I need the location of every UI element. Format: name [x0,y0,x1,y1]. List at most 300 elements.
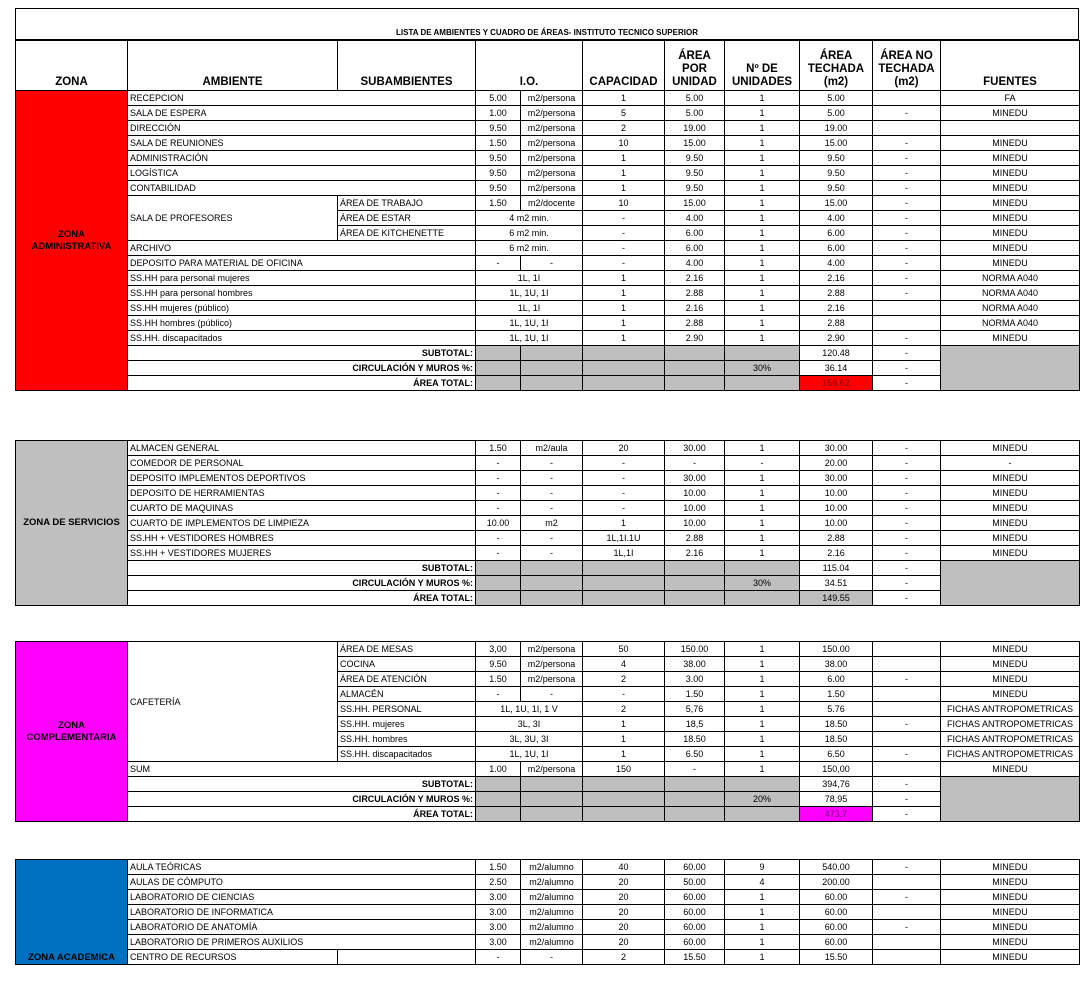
area-por-unidad-cell[interactable]: - [665,762,725,777]
io-unit-cell[interactable]: m2/alumno [521,860,583,875]
io-cell[interactable]: 1L, 1U, 1I [476,331,583,346]
capacidad-cell[interactable]: - [583,486,665,501]
ambiente-cell[interactable]: AULA TEÓRICAS [128,860,476,875]
area-techada-cell[interactable]: 200.00 [800,875,873,890]
io-unit-cell[interactable]: m2 [521,516,583,531]
subambiente-cell[interactable]: ÁREA DE MESAS [338,642,476,657]
capacidad-cell[interactable]: 150 [583,762,665,777]
io-value-cell[interactable]: 1.50 [476,136,521,151]
n-unidades-cell[interactable]: 1 [725,687,800,702]
area-techada-cell[interactable]: 15.00 [800,196,873,211]
n-unidades-cell[interactable]: 1 [725,747,800,762]
area-techada-cell[interactable]: 2.88 [800,286,873,301]
capacidad-cell[interactable]: 1 [583,331,665,346]
io-unit-cell[interactable]: m2/persona [521,151,583,166]
circulacion-pct-cell[interactable]: 30% [725,576,800,591]
area-no-techada-cell[interactable] [873,121,941,136]
n-unidades-cell[interactable]: 1 [725,672,800,687]
n-unidades-cell[interactable]: 1 [725,136,800,151]
area-no-techada-cell[interactable]: - [873,920,941,935]
area-por-unidad-cell[interactable]: 9.50 [665,151,725,166]
io-value-cell[interactable]: 1.50 [476,441,521,456]
area-no-techada-cell[interactable] [873,702,941,717]
io-cell[interactable]: 1L, 1I [476,271,583,286]
subambiente-cell[interactable]: SS.HH. PERSONAL [338,702,476,717]
n-unidades-cell[interactable]: 1 [725,732,800,747]
capacidad-cell[interactable]: 1 [583,151,665,166]
area-no-techada-cell[interactable]: - [873,136,941,151]
n-unidades-cell[interactable]: 1 [725,717,800,732]
area-techada-cell[interactable]: 20.00 [800,456,873,471]
io-unit-cell[interactable]: - [521,687,583,702]
n-unidades-cell[interactable]: 1 [725,331,800,346]
io-value-cell[interactable]: 9.50 [476,181,521,196]
area-techada-cell[interactable]: 6.00 [800,226,873,241]
fuentes-cell[interactable]: MINEDU [941,241,1080,256]
capacidad-cell[interactable]: - [583,501,665,516]
gray-cell[interactable] [665,591,725,606]
capacidad-cell[interactable]: 1 [583,516,665,531]
area-no-techada-cell[interactable]: - [873,591,941,606]
io-unit-cell[interactable]: m2/persona [521,91,583,106]
capacidad-cell[interactable]: 1 [583,717,665,732]
gray-cell[interactable] [521,807,583,822]
ambiente-cell[interactable]: SS.HH + VESTIDORES HOMBRES [128,531,476,546]
io-unit-cell[interactable]: - [521,456,583,471]
io-value-cell[interactable]: 9.50 [476,121,521,136]
area-por-unidad-cell[interactable]: 10.00 [665,501,725,516]
subambiente-cell[interactable]: SS.HH. hombres [338,732,476,747]
n-unidades-cell[interactable]: 1 [725,935,800,950]
fuentes-cell[interactable]: MINEDU [941,151,1080,166]
n-unidades-cell[interactable]: 1 [725,441,800,456]
gray-cell[interactable] [665,807,725,822]
area-techada-cell[interactable]: 15.50 [800,950,873,965]
ambiente-cell[interactable]: SUM [128,762,476,777]
n-unidades-cell[interactable]: 1 [725,905,800,920]
area-no-techada-cell[interactable]: - [873,471,941,486]
ambiente-cell[interactable]: DIRECCIÓN [128,121,476,136]
subambiente-cell[interactable]: ÁREA DE ESTAR [338,211,476,226]
area-techada-cell[interactable]: 2.16 [800,301,873,316]
io-value-cell[interactable]: 5.00 [476,91,521,106]
fuentes-cell[interactable] [941,121,1080,136]
area-por-unidad-cell[interactable]: 6.00 [665,226,725,241]
header-zona[interactable]: ZONA [16,41,128,91]
ambiente-cell[interactable]: CENTRO DE RECURSOS [128,950,338,965]
n-unidades-cell[interactable]: 1 [725,196,800,211]
io-value-cell[interactable]: 9.50 [476,151,521,166]
io-value-cell[interactable]: 1.50 [476,860,521,875]
fuentes-cell[interactable]: - [941,456,1080,471]
subambiente-cell[interactable]: SS.HH. discapacitados [338,747,476,762]
area-por-unidad-cell[interactable]: 19.00 [665,121,725,136]
io-value-cell[interactable]: - [476,531,521,546]
fuentes-cell[interactable]: MINEDU [941,196,1080,211]
header-area-no-techada[interactable]: ÁREA NO TECHADA (m2) [873,41,941,91]
subambiente-cell[interactable]: ALMACÉN [338,687,476,702]
area-por-unidad-cell[interactable]: 18.50 [665,732,725,747]
io-value-cell[interactable]: 3.00 [476,935,521,950]
n-unidades-cell[interactable]: 1 [725,950,800,965]
area-techada-cell[interactable]: 150.00 [800,642,873,657]
fuentes-cell[interactable]: MINEDU [941,471,1080,486]
capacidad-cell[interactable]: - [583,241,665,256]
io-unit-cell[interactable]: m2/alumno [521,875,583,890]
circulacion-pct-cell[interactable]: 20% [725,792,800,807]
area-techada-cell[interactable]: 60.00 [800,890,873,905]
area-no-techada-cell[interactable] [873,950,941,965]
gray-cell[interactable] [521,591,583,606]
area-no-techada-cell[interactable]: - [873,672,941,687]
area-techada-cell[interactable]: 2.16 [800,271,873,286]
area-no-techada-cell[interactable]: - [873,286,941,301]
area-no-techada-cell[interactable] [873,316,941,331]
fuentes-cell[interactable]: MINEDU [941,920,1080,935]
fuentes-cell[interactable]: MINEDU [941,501,1080,516]
area-por-unidad-cell[interactable]: 30.00 [665,441,725,456]
gray-cell[interactable] [665,561,725,576]
capacidad-cell[interactable]: 10 [583,196,665,211]
gray-cell[interactable] [583,807,665,822]
subtotal-value[interactable]: 394,76 [800,777,873,792]
area-por-unidad-cell[interactable]: 5,76 [665,702,725,717]
area-techada-cell[interactable]: 9.50 [800,151,873,166]
fuentes-cell[interactable]: MINEDU [941,672,1080,687]
fuentes-cell[interactable]: NORMA A040 [941,301,1080,316]
n-unidades-cell[interactable]: 1 [725,501,800,516]
area-por-unidad-cell[interactable]: 3.00 [665,672,725,687]
area-por-unidad-cell[interactable]: 1.50 [665,687,725,702]
header-subambientes[interactable]: SUBAMBIENTES [338,41,476,91]
area-techada-cell[interactable]: 1.50 [800,687,873,702]
fuentes-cell[interactable]: MINEDU [941,331,1080,346]
area-por-unidad-cell[interactable]: 2.90 [665,331,725,346]
area-no-techada-cell[interactable]: - [873,271,941,286]
area-techada-cell[interactable]: 2.16 [800,546,873,561]
gray-cell[interactable] [665,346,725,361]
io-unit-cell[interactable]: m2/persona [521,642,583,657]
io-value-cell[interactable]: 9.50 [476,657,521,672]
header-capacidad[interactable]: CAPACIDAD [583,41,665,91]
area-por-unidad-cell[interactable]: 4.00 [665,211,725,226]
gray-cell[interactable] [476,561,521,576]
area-por-unidad-cell[interactable]: 2.88 [665,286,725,301]
io-unit-cell[interactable]: m2/persona [521,657,583,672]
fuentes-cell[interactable]: FICHAS ANTROPOMETRICAS [941,747,1080,762]
area-techada-cell[interactable]: 2.90 [800,331,873,346]
capacidad-cell[interactable]: 1 [583,316,665,331]
zone-academic-label[interactable]: ZONA ACADEMICA [16,860,128,965]
sheet-title-cell[interactable] [15,8,1079,40]
n-unidades-cell[interactable]: 1 [725,316,800,331]
subtotal-value[interactable]: 115.04 [800,561,873,576]
fuentes-cell[interactable]: MINEDU [941,441,1080,456]
gray-cell[interactable] [476,792,521,807]
capacidad-cell[interactable]: 2 [583,950,665,965]
subtotal-label[interactable]: SUBTOTAL: [128,777,476,792]
area-por-unidad-cell[interactable]: 60.00 [665,890,725,905]
gray-cell[interactable] [665,361,725,376]
gray-cell[interactable] [583,576,665,591]
n-unidades-cell[interactable]: 1 [725,531,800,546]
io-unit-cell[interactable]: m2/persona [521,672,583,687]
n-unidades-cell[interactable]: 1 [725,271,800,286]
ambiente-cell[interactable]: SS.HH para personal mujeres [128,271,476,286]
capacidad-cell[interactable]: 2 [583,702,665,717]
area-por-unidad-cell[interactable]: 38.00 [665,657,725,672]
subtotal-value[interactable]: 120.48 [800,346,873,361]
area-por-unidad-cell[interactable]: 60.00 [665,860,725,875]
area-techada-cell[interactable]: 38.00 [800,657,873,672]
gray-cell[interactable] [476,346,521,361]
io-value-cell[interactable]: 2.50 [476,875,521,890]
gray-cell[interactable] [941,561,1080,606]
ambiente-cell[interactable]: LABORATORIO DE INFORMATICA [128,905,476,920]
area-por-unidad-cell[interactable]: - [665,456,725,471]
area-no-techada-cell[interactable]: - [873,717,941,732]
area-por-unidad-cell[interactable]: 60.00 [665,905,725,920]
subambiente-cell[interactable] [338,950,476,965]
header-area-por-unidad[interactable]: ÁREA POR UNIDAD [665,41,725,91]
area-no-techada-cell[interactable]: - [873,807,941,822]
n-unidades-cell[interactable]: 1 [725,181,800,196]
ambiente-cell[interactable]: CAFETERÍA [128,642,338,762]
io-value-cell[interactable]: - [476,486,521,501]
gray-cell[interactable] [583,346,665,361]
ambiente-cell[interactable]: COMEDOR DE PERSONAL [128,456,476,471]
area-no-techada-cell[interactable]: - [873,196,941,211]
capacidad-cell[interactable]: 20 [583,905,665,920]
capacidad-cell[interactable]: 20 [583,935,665,950]
io-value-cell[interactable]: 9.50 [476,166,521,181]
gray-cell[interactable] [521,576,583,591]
n-unidades-cell[interactable]: 4 [725,875,800,890]
header-n-unidades[interactable]: Nº DE UNIDADES [725,41,800,91]
area-techada-cell[interactable]: 60.00 [800,920,873,935]
header-ambiente[interactable]: AMBIENTE [128,41,338,91]
area-techada-cell[interactable]: 15.00 [800,136,873,151]
area-por-unidad-cell[interactable]: 60.00 [665,920,725,935]
area-no-techada-cell[interactable] [873,642,941,657]
io-unit-cell[interactable]: m2/aula [521,441,583,456]
ambiente-cell[interactable]: LABORATORIO DE PRIMEROS AUXILIOS [128,935,476,950]
n-unidades-cell[interactable]: 1 [725,642,800,657]
gray-cell[interactable] [941,346,1080,391]
area-techada-cell[interactable]: 5.76 [800,702,873,717]
gray-cell[interactable] [476,807,521,822]
area-techada-cell[interactable]: 60.00 [800,905,873,920]
capacidad-cell[interactable]: - [583,456,665,471]
ambiente-cell[interactable]: AULAS DE CÓMPUTO [128,875,476,890]
area-no-techada-cell[interactable] [873,762,941,777]
n-unidades-cell[interactable]: 1 [725,151,800,166]
capacidad-cell[interactable]: 20 [583,875,665,890]
area-no-techada-cell[interactable] [873,935,941,950]
circ-value[interactable]: 78,95 [800,792,873,807]
area-por-unidad-cell[interactable]: 10.00 [665,486,725,501]
area-techada-cell[interactable]: 6.50 [800,747,873,762]
capacidad-cell[interactable]: 1 [583,286,665,301]
io-cell[interactable]: 6 m2 min. [476,226,583,241]
capacidad-cell[interactable]: 1 [583,301,665,316]
io-value-cell[interactable]: - [476,546,521,561]
total-value[interactable]: 473,7 [800,807,873,822]
gray-cell[interactable] [941,777,1080,822]
capacidad-cell[interactable]: - [583,226,665,241]
n-unidades-cell[interactable]: 1 [725,226,800,241]
io-value-cell[interactable]: - [476,471,521,486]
n-unidades-cell[interactable]: 1 [725,166,800,181]
io-unit-cell[interactable]: m2/persona [521,106,583,121]
ambiente-cell[interactable]: SS.HH + VESTIDORES MUJERES [128,546,476,561]
fuentes-cell[interactable]: MINEDU [941,516,1080,531]
area-no-techada-cell[interactable] [873,732,941,747]
ambiente-cell[interactable]: LOGÍSTICA [128,166,476,181]
area-no-techada-cell[interactable]: - [873,561,941,576]
io-unit-cell[interactable]: - [521,256,583,271]
area-no-techada-cell[interactable]: - [873,166,941,181]
area-no-techada-cell[interactable] [873,301,941,316]
subambiente-cell[interactable]: ÁREA DE KITCHENETTE [338,226,476,241]
area-por-unidad-cell[interactable]: 2.16 [665,301,725,316]
fuentes-cell[interactable]: MINEDU [941,546,1080,561]
gray-cell[interactable] [521,346,583,361]
fuentes-cell[interactable]: MINEDU [941,166,1080,181]
io-unit-cell[interactable]: m2/persona [521,136,583,151]
area-techada-cell[interactable]: 30.00 [800,471,873,486]
area-no-techada-cell[interactable]: - [873,516,941,531]
capacidad-cell[interactable]: 1L,1I.1U [583,531,665,546]
area-no-techada-cell[interactable]: - [873,241,941,256]
gray-cell[interactable] [583,361,665,376]
area-no-techada-cell[interactable]: - [873,747,941,762]
ambiente-cell[interactable]: LABORATORIO DE CIENCIAS [128,890,476,905]
area-techada-cell[interactable]: 10.00 [800,486,873,501]
circulacion-label[interactable]: CIRCULACIÓN Y MUROS %: [128,576,476,591]
area-techada-cell[interactable]: 540.00 [800,860,873,875]
area-por-unidad-cell[interactable]: 60.00 [665,935,725,950]
io-cell[interactable]: 6 m2 min. [476,241,583,256]
capacidad-cell[interactable]: 1 [583,271,665,286]
n-unidades-cell[interactable]: 1 [725,121,800,136]
capacidad-cell[interactable]: 20 [583,920,665,935]
area-techada-cell[interactable]: 18.50 [800,732,873,747]
io-value-cell[interactable]: 10.00 [476,516,521,531]
ambiente-cell[interactable]: ADMINISTRACIÓN [128,151,476,166]
io-unit-cell[interactable]: m2/persona [521,121,583,136]
area-por-unidad-cell[interactable]: 50.00 [665,875,725,890]
n-unidades-cell[interactable]: 1 [725,920,800,935]
fuentes-cell[interactable]: MINEDU [941,687,1080,702]
area-no-techada-cell[interactable]: - [873,486,941,501]
area-no-techada-cell[interactable] [873,657,941,672]
ambiente-cell[interactable]: RECEPCION [128,91,476,106]
gray-cell[interactable] [583,777,665,792]
area-no-techada-cell[interactable]: - [873,346,941,361]
fuentes-cell[interactable]: MINEDU [941,181,1080,196]
area-no-techada-cell[interactable]: - [873,792,941,807]
gray-cell[interactable] [476,591,521,606]
area-por-unidad-cell[interactable]: 18,5 [665,717,725,732]
capacidad-cell[interactable]: 1 [583,732,665,747]
gray-cell[interactable] [725,561,800,576]
io-unit-cell[interactable]: - [521,546,583,561]
n-unidades-cell[interactable]: 1 [725,471,800,486]
ambiente-cell[interactable]: DEPOSITO PARA MATERIAL DE OFICINA [128,256,476,271]
ambiente-cell[interactable]: SS.HH. discapacitados [128,331,476,346]
n-unidades-cell[interactable]: 1 [725,762,800,777]
gray-cell[interactable] [476,361,521,376]
gray-cell[interactable] [521,777,583,792]
gray-cell[interactable] [583,591,665,606]
subambiente-cell[interactable]: COCINA [338,657,476,672]
ambiente-cell[interactable]: DEPOSITO DE HERRAMIENTAS [128,486,476,501]
capacidad-cell[interactable]: 1 [583,181,665,196]
ambiente-cell[interactable]: LABORATORIO DE ANATOMÍA [128,920,476,935]
area-techada-cell[interactable]: 2.88 [800,316,873,331]
capacidad-cell[interactable]: 1 [583,166,665,181]
fuentes-cell[interactable]: MINEDU [941,860,1080,875]
io-value-cell[interactable]: 3,00 [476,642,521,657]
fuentes-cell[interactable]: FA [941,91,1080,106]
fuentes-cell[interactable]: MINEDU [941,657,1080,672]
n-unidades-cell[interactable]: 1 [725,486,800,501]
fuentes-cell[interactable]: FICHAS ANTROPOMETRICAS [941,717,1080,732]
capacidad-cell[interactable]: - [583,256,665,271]
fuentes-cell[interactable]: MINEDU [941,136,1080,151]
n-unidades-cell[interactable]: 1 [725,657,800,672]
fuentes-cell[interactable]: MINEDU [941,531,1080,546]
area-por-unidad-cell[interactable]: 9.50 [665,166,725,181]
io-value-cell[interactable]: 1.50 [476,672,521,687]
io-cell[interactable]: 1L, 1I [476,301,583,316]
area-no-techada-cell[interactable]: - [873,546,941,561]
capacidad-cell[interactable]: 20 [583,441,665,456]
area_total-label[interactable]: ÁREA TOTAL: [128,591,476,606]
io-unit-cell[interactable]: m2/docente [521,196,583,211]
fuentes-cell[interactable]: FICHAS ANTROPOMETRICAS [941,732,1080,747]
io-cell[interactable]: 3L, 3U, 3I [476,732,583,747]
capacidad-cell[interactable]: 4 [583,657,665,672]
gray-cell[interactable] [476,576,521,591]
area-por-unidad-cell[interactable]: 15.50 [665,950,725,965]
io-value-cell[interactable]: 3.00 [476,905,521,920]
ambiente-cell[interactable]: SS.HH para personal hombres [128,286,476,301]
n-unidades-cell[interactable]: 1 [725,286,800,301]
ambiente-cell[interactable]: SALA DE PROFESORES [128,196,338,241]
gray-cell[interactable] [665,376,725,391]
area-por-unidad-cell[interactable]: 15.00 [665,196,725,211]
gray-cell[interactable] [521,561,583,576]
area-no-techada-cell[interactable] [873,687,941,702]
ambiente-cell[interactable]: DEPOSITO IMPLEMENTOS DEPORTIVOS [128,471,476,486]
area-por-unidad-cell[interactable]: 10.00 [665,516,725,531]
gray-cell[interactable] [725,777,800,792]
n-unidades-cell[interactable]: 1 [725,702,800,717]
area-no-techada-cell[interactable]: - [873,890,941,905]
capacidad-cell[interactable]: 5 [583,106,665,121]
ambiente-cell[interactable]: ALMACEN GENERAL [128,441,476,456]
area-no-techada-cell[interactable]: - [873,181,941,196]
gray-cell[interactable] [665,777,725,792]
capacidad-cell[interactable]: - [583,471,665,486]
io-unit-cell[interactable]: m2/alumno [521,935,583,950]
area-no-techada-cell[interactable]: - [873,226,941,241]
subambiente-cell[interactable]: ÁREA DE TRABAJO [338,196,476,211]
gray-cell[interactable] [583,561,665,576]
area-techada-cell[interactable]: 60.00 [800,935,873,950]
